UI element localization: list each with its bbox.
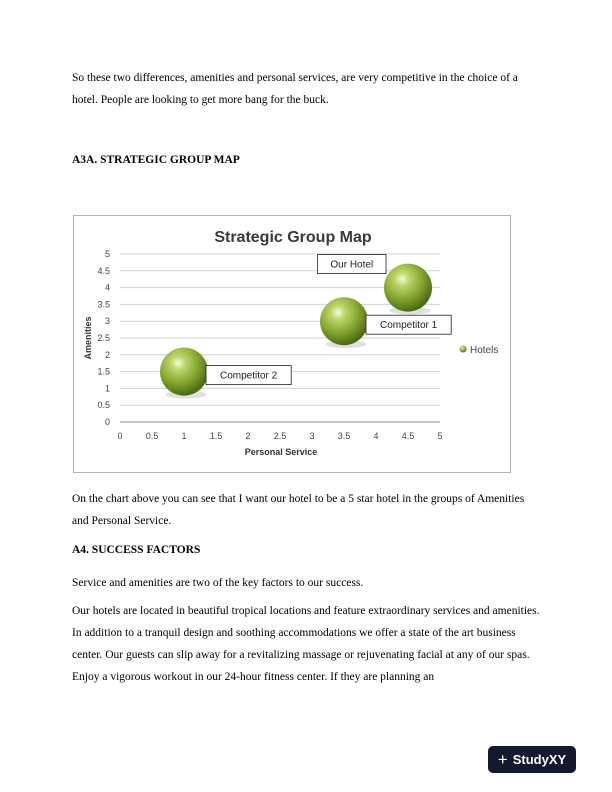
x-tick-label: 3.5 bbox=[337, 431, 351, 441]
y-tick-label: 2 bbox=[104, 349, 110, 360]
legend-label: Hotels bbox=[470, 345, 499, 356]
x-axis-label: Personal Service bbox=[244, 447, 318, 457]
legend-marker bbox=[460, 346, 467, 353]
y-tick-label: 3.5 bbox=[97, 299, 110, 310]
y-tick-label: 4.5 bbox=[97, 265, 110, 276]
plus-icon: + bbox=[497, 750, 508, 769]
chart-explanation-paragraph: On the chart above you can see that I want our hotel to be a 5 star hotel in the groups of Amenities and Personal Service. bbox=[72, 493, 525, 527]
x-tick-label: 1.5 bbox=[209, 431, 223, 441]
watermark-text: StudyXY bbox=[512, 752, 567, 767]
y-tick-label: 1.5 bbox=[97, 366, 110, 377]
key-factors-paragraph: Service and amenities are two of the key factors to our success. bbox=[72, 577, 364, 589]
x-tick-label: 1 bbox=[181, 431, 187, 441]
chart-canvas bbox=[74, 216, 512, 474]
y-tick-label: 5 bbox=[104, 249, 110, 259]
x-tick-label: 3 bbox=[309, 431, 315, 441]
x-tick-label: 4.5 bbox=[401, 431, 415, 441]
y-tick-label: 3 bbox=[104, 316, 110, 327]
chart-title: Strategic Group Map bbox=[214, 229, 372, 246]
y-tick-label: 2.5 bbox=[97, 333, 110, 343]
hotel-description-paragraph: Our hotels are located in beautiful tropical locations and feature extraordinary services and amenities. In addition to a tranquil design and soothing accommodations we offer a state of the art business center. Our guests can slip away for a revitalizing massage or rejuvenating facial at any of our spas. Enjoy a vigorous workout in our 24-hour fitness center. If they are planning an bbox=[72, 605, 540, 683]
chart-legend bbox=[460, 345, 499, 356]
data-point bbox=[320, 297, 368, 345]
strategic-group-map-heading: A3A. STRATEGIC GROUP MAP bbox=[72, 154, 240, 166]
data-label: Our Hotel bbox=[330, 259, 374, 271]
y-tick-label: 0.5 bbox=[97, 400, 110, 411]
data-point bbox=[384, 264, 432, 312]
x-tick-label: 4 bbox=[373, 431, 379, 441]
strategic-group-map-chart bbox=[73, 215, 511, 473]
success-factors-heading: A4. SUCCESS FACTORS bbox=[72, 544, 201, 556]
x-tick-label: 2 bbox=[245, 431, 251, 441]
studyxy-watermark bbox=[488, 746, 576, 773]
y-tick-label: 1 bbox=[104, 383, 110, 394]
y-tick-label: 0 bbox=[104, 417, 110, 427]
data-point bbox=[160, 348, 208, 396]
x-tick-label: 0 bbox=[117, 431, 123, 441]
x-tick-label: 5 bbox=[437, 431, 443, 441]
y-axis-label: Amenities bbox=[83, 316, 93, 360]
data-label: Competitor 1 bbox=[379, 320, 438, 332]
data-label: Competitor 2 bbox=[219, 370, 278, 382]
y-tick-label: 4 bbox=[104, 282, 110, 293]
intro-paragraph: So these two differences, amenities and personal services, are very competitive in the choice of a hotel. People are looking to get more bang for the buck. bbox=[72, 72, 518, 106]
x-tick-label: 0.5 bbox=[145, 431, 159, 441]
x-tick-label: 2.5 bbox=[273, 431, 287, 441]
